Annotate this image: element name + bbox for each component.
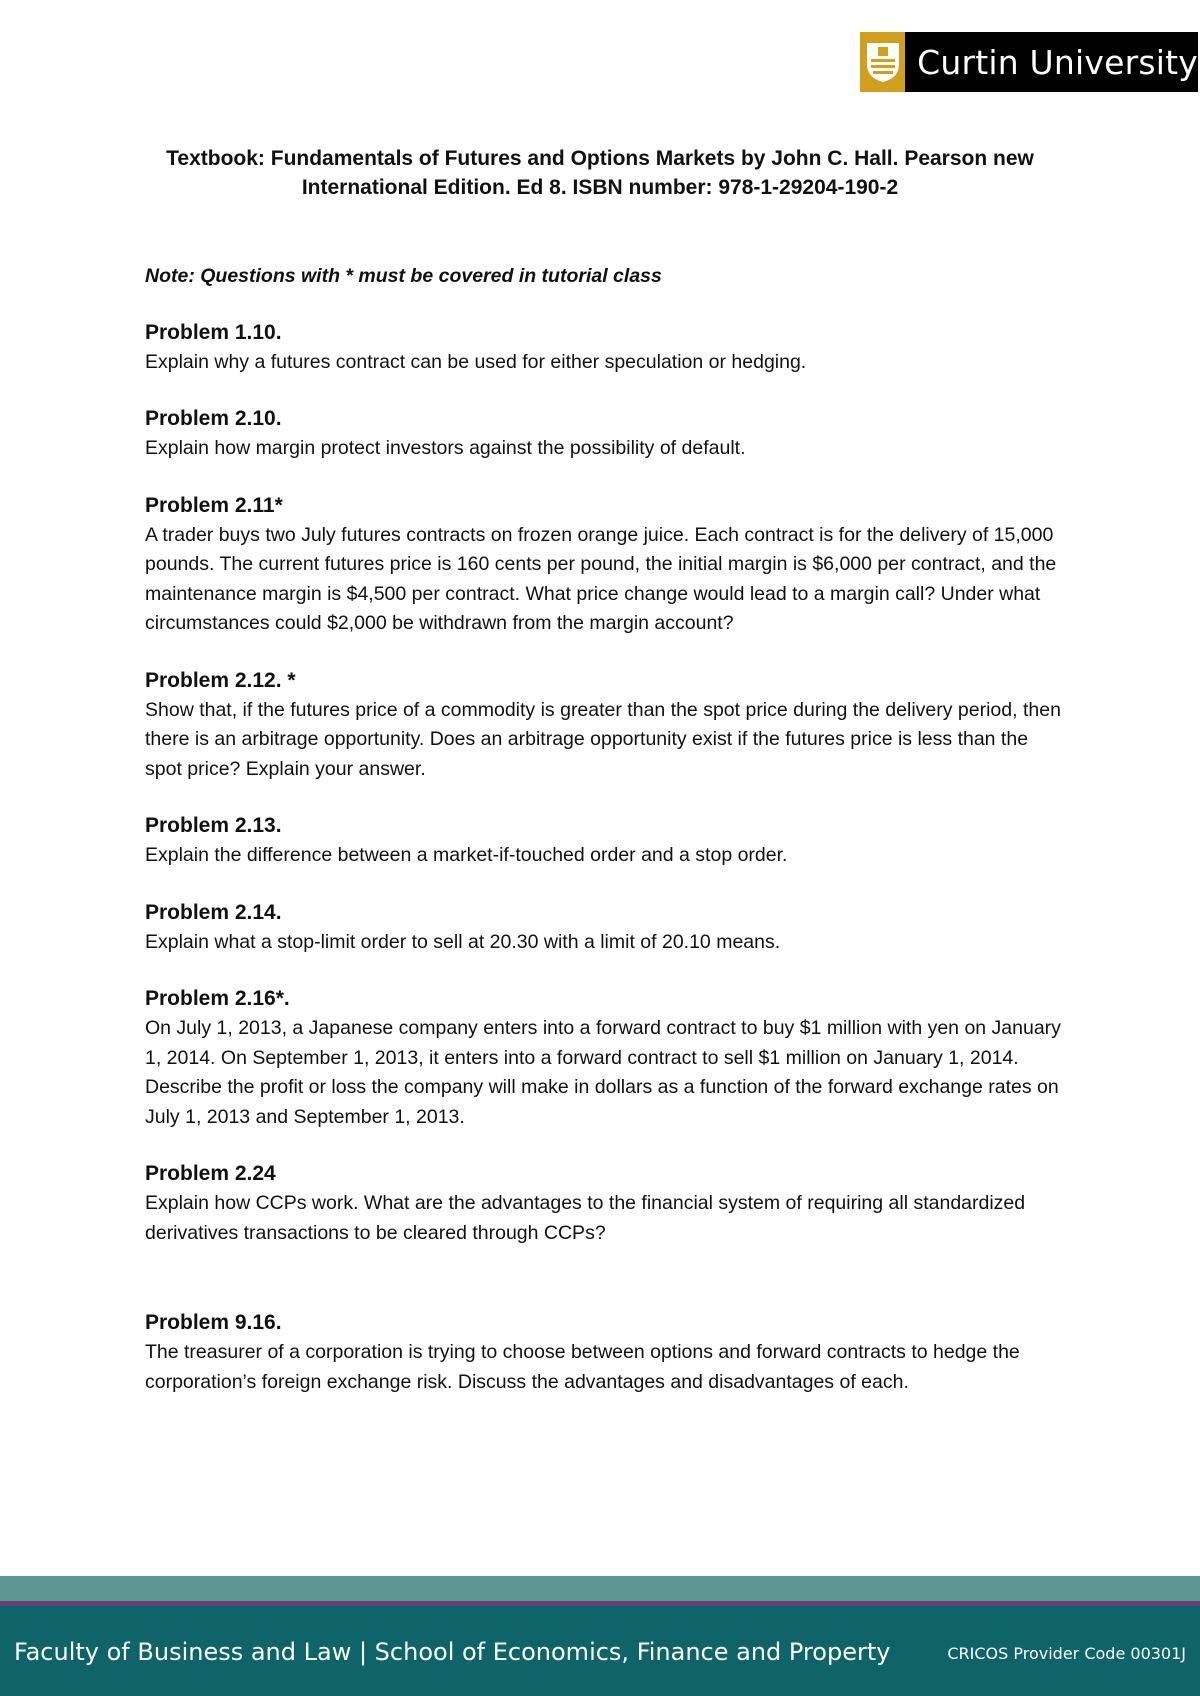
logo-text: Curtin University [917,42,1198,82]
footer [0,1606,1200,1696]
title-line-1: Textbook: Fundamentals of Futures and Options Markets by John C. Hall. Pearson new [166,147,1034,170]
problem-title: Problem 2.12. * [145,668,296,692]
problem-text: Explain why a futures contract can be used for either speculation or hedging. [145,350,807,373]
problem-text: On July 1, 2013, a Japanese company enters into a forward contract to buy $1 million with yen on January 1, 2014. On September 1, 2013, it enters into a forward contract to sell $1 million on January 1, 2014. Describe the profit or loss the company will make in dollars as a function of the forward exchange rates on July 1, 2013 and September 1, 2013. [145,1017,1061,1128]
problem-title: Problem 2.13. [145,814,282,837]
footer-band-top [0,1576,1200,1601]
problem-text: A trader buys two July futures contracts on frozen orange juice. Each contract is for the delivery of 15,000 pounds. The current futures price is 160 cents per pound, the initial margin is $6,000 per contract, and the maintenance margin is $4,500 per contract. What price change would lead to a margin call? Under what circumstances could $2,000 be withdrawn from the margin account? [145,523,1057,634]
problem-9-16 [145,1308,1065,1397]
problem-title: Problem 9.16. [145,1311,282,1334]
problem-list [145,262,1065,1424]
problem-title: Problem 2.14. [145,900,282,924]
curtin-crest-icon [860,32,905,92]
problem-2-11 [145,491,1065,639]
problem-text: Explain how CCPs work. What are the advantages to the financial system of requiring all standardized derivatives transactions to be cleared through CCPs? [145,1192,1026,1244]
problem-text: Explain how margin protect investors against the possibility of default. [145,437,746,459]
footer-faculty: Faculty of Business and Law | School of Economics, Finance and Property [14,1638,891,1666]
problem-2-14 [145,898,1065,958]
problem-2-24 [145,1159,1065,1248]
problem-2-13 [145,811,1065,871]
curtin-logo [860,32,1198,92]
problem-title: Problem 2.16*. [145,987,290,1010]
title-line-2: International Edition. Ed 8. ISBN number: 978-1-29204-190-2 [301,176,899,199]
document-title [150,144,1050,202]
tutorial-note: Note: Questions with * must be covered in tutorial class [145,265,662,287]
problem-text: The treasurer of a corporation is trying to choose between options and forward contracts to hedge the corporation’s foreign exchange risk. Discuss the advantages and disadvantages of each. [145,1341,1020,1393]
problem-text: Show that, if the futures price of a commodity is greater than the spot price during the delivery period, then there is an arbitrage opportunity. Does an arbitrage opportunity exist if the futures price is less than the spot price? Explain your answer. [145,698,1061,780]
problem-title: Problem 2.24 [145,1162,276,1185]
problem-2-16 [145,984,1065,1132]
problem-title: Problem 1.10. [145,320,282,344]
problem-2-10 [145,404,1065,464]
problem-2-12 [145,666,1065,785]
footer-cricos: CRICOS Provider Code 00301J [947,1644,1186,1663]
problem-title: Problem 2.10. [145,407,282,430]
problem-title: Problem 2.11* [145,493,283,517]
problem-1-10 [145,318,1065,378]
problem-text: Explain the difference between a market-if-touched order and a stop order. [145,844,788,866]
problem-text: Explain what a stop-limit order to sell at 20.30 with a limit of 20.10 means. [145,930,781,953]
